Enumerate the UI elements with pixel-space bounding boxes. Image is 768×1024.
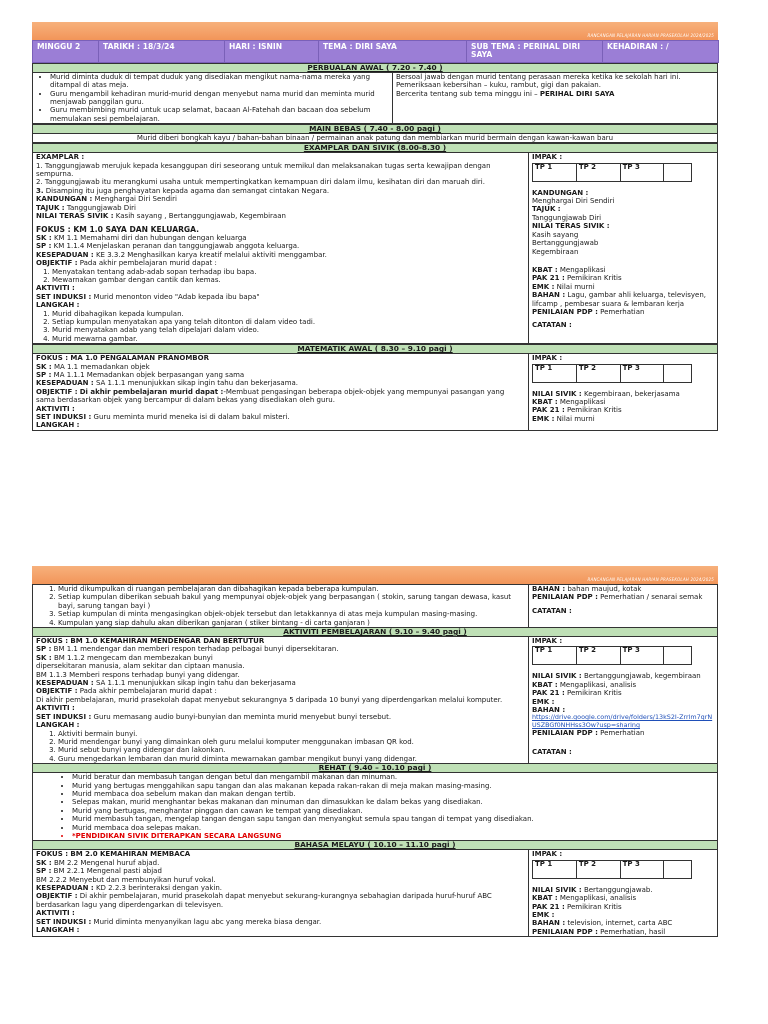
pdp-value: Pemerhatian [600, 307, 645, 316]
bm-aktiviti-label: AKTIVITI : [36, 909, 75, 918]
akt-objektif-text: Di akhir pembelajaran, murid prasekolah dapat menyebut sekurangnya 5 daripada 10 bunyi yang diperdengarkan melalui komputer. [36, 695, 503, 704]
akt-sk-label: SK : [36, 653, 52, 662]
bm-right [529, 850, 718, 937]
akt-catatan: CATATAN : [532, 747, 572, 756]
bm-set-line [36, 918, 525, 926]
kandungan-line [36, 195, 525, 203]
cont-bahan-value: bahan maujud, kotak [567, 585, 642, 593]
bm-pdp-value: Pemerhatian, hasil [600, 927, 666, 936]
akt-pdp-value: Pemerhatian [600, 729, 645, 738]
bm-emk-label: EMK : [532, 911, 555, 919]
sk-line [36, 234, 525, 242]
matematik-title: MATEMATIK AWAL ( 8.30 – 9.10 pagi ) [33, 345, 718, 354]
mat-fokus: FOKUS : MA 1.0 PENGALAMAN PRANOMBOR [36, 354, 209, 363]
objektif-value: Pada akhir pembelajaran murid dapat : [79, 259, 217, 268]
date-cell: TARIKH : 18/3/24 [99, 41, 225, 63]
tp-3: TP 3 [621, 861, 665, 878]
bm-sp-line [36, 867, 525, 875]
main-bebas-table [32, 124, 718, 143]
mat-set-label: SET INDUKSI : [36, 413, 92, 422]
rph-page-1 [32, 22, 718, 431]
akt-sp-line [36, 645, 525, 653]
pak-label: PAK 21 : [532, 274, 565, 283]
bahan-value: Lagu, gambar ahli keluarga, televisyen, lifcamp , pembesar suara & lembaran kerja [532, 291, 706, 308]
kesepaduan-line [36, 251, 525, 259]
tp-2: TP 2 [577, 861, 621, 878]
page-header-bar [32, 22, 718, 40]
cont-right [529, 585, 718, 628]
akt-set-line [36, 713, 525, 721]
akt-sp-label: SP : [36, 645, 52, 654]
akt-pak-label: PAK 21 : [532, 689, 565, 698]
akt-sk-value: BM 1.1.2 mengecam dan membezakan bunyi [53, 653, 213, 662]
r-nilai-2: Bertanggungjawab [532, 239, 599, 248]
list-item: • Murid yang bertugas, menghantar pinggan dan cawan ke tempat yang disediakan. [72, 807, 714, 815]
kbat-value: Mengaplikasi [559, 265, 606, 274]
page-header-text: RANCANGAN PELAJARAN HARIAN PRASEKOLAH 2024/2025 [587, 577, 714, 582]
exemplar-p3-num: 3. [36, 186, 44, 195]
exemplar-p3 [36, 187, 525, 195]
akt-fokus: FOKUS : BM 1.0 KEMAHIRAN MENDENGAR DAN BERTUTUR [36, 637, 265, 646]
cont-bahan-line [532, 585, 714, 593]
akt-pdp-label: PENILAIAN PDP : [532, 729, 598, 738]
emk-value: Nilai murni [556, 282, 595, 291]
akt-objektif-value: Pada akhir pembelajaran murid dapat : [79, 687, 217, 696]
main-bebas-text: Murid diberi bongkah kayu / bahan-bahan binaan / permainan anak patung dan membiarkan murid bermain dengan kawan-kawan baru [33, 134, 718, 143]
continuation-table [32, 584, 718, 937]
akt-pak-value: Pemikiran Kritis [566, 689, 622, 698]
akt-bahan-label: BAHAN : [532, 706, 566, 715]
mat-objektif-bold: Di akhir pembelajaran murid dapat : [79, 387, 224, 396]
mat-kesepaduan-label: KESEPADUAN : [36, 379, 94, 388]
bm-langkah-label: LANGKAH : [36, 926, 80, 935]
subtheme-cell: SUB TEMA : PERIHAL DIRI SAYA [467, 41, 603, 63]
tp-1: TP 1 [533, 647, 577, 664]
sp-line [36, 242, 525, 250]
akt-kbat-line [532, 681, 714, 689]
exemplar-title: EXAMPLAR DAN SIVIK (8.00-8.30 ) [33, 144, 718, 153]
akt-sk-cont: dipersekitaran manusia, alam sekitar dan ciptaan manusia. [36, 662, 245, 671]
aktiviti-right [529, 637, 718, 764]
bahan-line [532, 291, 714, 308]
akt-aktiviti-label: AKTIVITI : [36, 704, 75, 713]
bm-pdp-line [532, 928, 714, 936]
mat-sp-line [36, 371, 525, 379]
week-info-table [32, 40, 719, 63]
bm-impak-label: IMPAK : [532, 850, 563, 859]
week-cell: MINGGU 2 [33, 41, 99, 63]
tp-2: TP 2 [577, 365, 621, 382]
pdp-line [532, 308, 714, 316]
bm-sp-value: BM 2.2.1 Mengenal pasti abjad [53, 867, 162, 876]
kbat-line [532, 266, 714, 274]
exemplar-table [32, 143, 718, 344]
akt-nilai-line [532, 672, 714, 680]
bm-kesepaduan-line [36, 884, 525, 892]
aktiviti-left [33, 637, 529, 764]
mat-aktiviti-label: AKTIVITI : [36, 404, 75, 413]
pak-line [532, 274, 714, 282]
mat-pak-label: PAK 21 : [532, 406, 565, 415]
akt-bm113: BM 1.1.3 Memberi respons terhadap bunyi yang didengar. [36, 670, 240, 679]
akt-sp-value: BM 1.1 mendengar dan memberi respon terhadap pelbagai bunyi dipersekitaran. [53, 645, 339, 654]
exemplar-p2: 2. Tanggungjawab itu merangkumi usaha untuk mempertingkatkan kemampuan diri dalam ilmu, kesihatan diri dan maruah diri. [36, 178, 485, 187]
bm-bahan-label: BAHAN : [532, 919, 566, 928]
bm-objektif-value: Di akhir pembelajaran, murid prasekolah dapat menyebut sekurang-kurangnya sebahagian daripada huruf-huruf ABC berdasarkan lagu yang diperdengarkan di televisyen. [36, 892, 492, 909]
akt-kbat-value: Mengaplikasi, analisis [559, 680, 637, 689]
catatan-label: CATATAN : [532, 321, 572, 330]
list-item: 1. Menyatakan tentang adab-adab sopan terhadap ibu bapa. [52, 268, 525, 276]
kandungan-value: Menghargai Diri Sendiri [94, 195, 177, 204]
akt-kesepaduan-value: SA 1.1.1 menunjukkan sikap ingin tahu dan bekerjasama [95, 679, 296, 688]
bm-nilai-label: NILAI SIVIK : [532, 885, 582, 894]
tp-3: TP 3 [621, 647, 665, 664]
tp-1: TP 1 [533, 365, 577, 382]
day-cell: HARI : ISNIN [225, 41, 319, 63]
list-item: • Murid yang bertugas menggahikan sapu tangan dan alas makanan kepada rakan-rakan di meja makan masing-masing. [72, 782, 714, 790]
mat-sk-line [36, 363, 525, 371]
page-header-text: RANCANGAN PELAJARAN HARIAN PRASEKOLAH 2024/2025 [587, 33, 714, 38]
mat-kesepaduan-line [36, 379, 525, 387]
list-item: 1. Aktiviti bermain bunyi. [58, 730, 525, 738]
akt-emk-label: EMK : [532, 697, 555, 706]
bm-kbat-line [532, 894, 714, 902]
bm-title: BAHASA MELAYU ( 10.10 – 11.10 pagi ) [33, 841, 718, 850]
impak-label: IMPAK : [532, 153, 563, 162]
emk-label: EMK : [532, 282, 555, 291]
cont-pdp-label: PENILAIAN PDP : [532, 593, 598, 602]
tp-2: TP 2 [577, 164, 621, 181]
nilai-line [36, 212, 525, 220]
mat-objektif-line [36, 388, 525, 405]
bm-set-label: SET INDUKSI : [36, 917, 92, 926]
bm-sk-value: BM 2.2 Mengenal huruf abjad. [53, 858, 160, 867]
sk-label: SK : [36, 233, 52, 242]
cont-pdp-line [532, 593, 714, 601]
tp-2: TP 2 [577, 647, 621, 664]
mat-kesepaduan-value: SA 1.1.1 menunjukkan sikap ingin tahu dan bekerjasama. [95, 379, 299, 388]
bm-sk-line [36, 859, 525, 867]
bm-left [33, 850, 529, 937]
emk-line [532, 283, 714, 291]
perbualan-title: PERBUALAN AWAL ( 7.20 - 7.40 ) [33, 63, 718, 72]
mat-pak-line [532, 406, 714, 414]
tp-box [532, 646, 692, 665]
bm-kesepaduan-value: KD 2.2.3 berinteraksi dengan yakin. [95, 884, 222, 892]
perbualan-right-3-text: Bercerita tentang sub tema minggu ini – [396, 89, 538, 98]
bm-objektif-line [36, 892, 525, 909]
bm-nilai-line [532, 886, 714, 894]
bm-pak-value: Pemikiran Kritis [566, 902, 622, 911]
mat-objektif-label: OBJEKTIF : [36, 387, 78, 396]
cont-catatan: CATATAN : [532, 606, 572, 615]
page-header-bar [32, 566, 718, 584]
rehat-title: REHAT ( 9.40 – 10.10 pagi ) [33, 764, 718, 773]
mat-sk-value: MA 1.1 memadankan objek [53, 362, 150, 371]
rph-page-2 [32, 566, 718, 937]
attendance-cell: KEHADIRAN : / [603, 41, 719, 63]
list-item: 2. Setiap kumpulan menyatakan apa yang telah ditonton di dalam video tadi. [52, 318, 525, 326]
tp-box [532, 860, 692, 879]
bm-kbat-label: KBAT : [532, 894, 558, 903]
r-tajuk-label: TAJUK : [532, 205, 561, 214]
mat-objektif-value: -Membuat pengasingan beberapa objek-objek yang mempunyai pasangan yang sama berdasarkan objek yang bercampur di dalam bekas yang disediakan oleh guru. [36, 387, 505, 405]
list-item: • Murid membaca doa selepas makan. [72, 824, 714, 832]
tajuk-line [36, 204, 525, 212]
list-item: • Murid beratur dan membasuh tangan dengan betul dan mengambil makanan dan minuman. [72, 773, 714, 781]
akt-impak-label: IMPAK : [532, 637, 563, 646]
mat-emk-label: EMK : [532, 414, 555, 423]
tp-box [532, 364, 692, 383]
mat-kbat-line [532, 398, 714, 406]
kandungan-label: KANDUNGAN : [36, 195, 93, 204]
bm-fokus: FOKUS : BM 2.0 KEMAHIRAN MEMBACA [36, 850, 191, 859]
nilai-label: NILAI TERAS SIVIK : [36, 212, 114, 221]
mat-sp-value: MA 1.1.1 Memadankan objek berpasangan yang sama [53, 371, 245, 379]
set-induksi-line [36, 293, 525, 301]
mat-set-value: Guru meminta murid meneka isi di dalam bakul misteri. [93, 413, 290, 422]
akt-objektif-line [36, 687, 525, 695]
cont-bahan-label: BAHAN : [532, 585, 566, 593]
perbualan-right-3 [396, 90, 714, 98]
nilai-value: Kasih sayang , Bertanggungjawab, Kegembiraan [115, 212, 286, 221]
mat-emk-line [532, 415, 714, 423]
akt-pak-line [532, 689, 714, 697]
bm-pak-label: PAK 21 : [532, 902, 565, 911]
langkah-label: LANGKAH : [36, 301, 80, 310]
bm-objektif-label: OBJEKTIF : [36, 892, 78, 901]
list-item: 3. Murid sebut bunyi yang didengar dan lakonkan. [58, 746, 525, 754]
set-induksi-label: SET INDUKSI : [36, 292, 92, 301]
akt-nilai-value: Bertanggungjawab, kegembiraan [583, 672, 701, 681]
matematik-table [32, 344, 718, 431]
exemplar-right [529, 153, 718, 344]
exemplar-p1: 1. Tanggungjawab merujuk kepada kesanggupan diri seseorang untuk memikul dan melaksanakan tugas serta kewajipan dengan sempurna. [36, 161, 491, 179]
list-item: • Guru mengambil kehadiran murid-murid dengan menyebut nama murid dan meminta murid menjawab panggilan guru. [50, 90, 389, 107]
list-item: 1. Murid dibahagikan kepada kumpulan. [52, 310, 525, 318]
r-nilai-1: Kasih sayang [532, 230, 579, 239]
list-item: 1. Murid dikumpulkan di ruangan pembelajaran dan dibahagikan kepada beberapa kumpulan. [58, 585, 525, 593]
tp-box [532, 163, 692, 182]
mat-nilai-line [532, 390, 714, 398]
bm-pdp-label: PENILAIAN PDP : [532, 927, 598, 936]
tp-1: TP 1 [533, 861, 577, 878]
mat-nilai-value: Kegembiraan, bekerjasama [583, 389, 680, 398]
exemplar-heading: EXAMPLAR : [36, 153, 85, 162]
pak-value: Pemikiran Kritis [566, 274, 622, 283]
exemplar-p3-text: Disamping itu juga penghayatan kepada agama dan semangat cintakan Negara. [45, 186, 330, 195]
fokus-line: FOKUS : KM 1.0 SAYA DAN KELUARGA. [36, 224, 200, 234]
akt-kesepaduan-line [36, 679, 525, 687]
r-kandungan-value: Menghargai Diri Sendiri [532, 197, 615, 206]
sivik-note: • *PENDIDIKAN SIVIK DITERAPKAN SECARA LANGSUNG [72, 832, 714, 840]
akt-kbat-label: KBAT : [532, 680, 558, 689]
cont-pdp-value: Pemerhatian / senarai semak [600, 593, 703, 602]
mat-kbat-label: KBAT : [532, 398, 558, 406]
list-item: 4. Kumpulan yang siap dahulu akan diberikan ganjaran ( stiker bintang - di carta ganjaran ) [58, 619, 525, 627]
list-item: • Murid membasuh tangan, mengelap tangan dengan sapu tangan dan menyangkut semula spau tangan di tempat yang disediakan. [72, 815, 714, 823]
objektif-label: OBJEKTIF : [36, 259, 78, 268]
bm-sk-label: SK : [36, 858, 52, 867]
r-nilai-3: Kegembiraan [532, 247, 579, 256]
bm-sp-label: SP : [36, 867, 52, 876]
mat-set-line [36, 413, 525, 421]
perbualan-right-1: Bersoal jawab dengan murid tentang perasaan mereka ketika ke sekolah hari ini. [396, 72, 681, 81]
perbualan-left [33, 72, 393, 123]
list-item: • Guru membimbing murid untuk ucap selamat, bacaan Al-Fatehah dan bacaan doa sebelum memulakan sesi pembelajaran. [50, 106, 389, 123]
akt-pdp-line [532, 729, 714, 737]
theme-cell: TEMA : DIRI SAYA [319, 41, 467, 63]
akt-objektif-label: OBJEKTIF : [36, 687, 78, 696]
list-item: 4. Murid mewarna gambar. [52, 335, 525, 343]
pdp-label: PENILAIAN PDP : [532, 307, 598, 316]
perbualan-right-3-bold: PERIHAL DIRI SAYA [539, 89, 615, 98]
akt-sk-line [36, 654, 525, 662]
mat-impak-label: IMPAK : [532, 354, 563, 363]
list-item: 2. Setiap kumpulan diberikan sebuah bakul yang mempunyai objek-objek yang berpasangan ( stokin, sarung tangan dewasa, kasut bayi, sarung tangan bayi ) [58, 593, 525, 610]
list-item: 2. Murid mendengar bunyi yang dimainkan oleh guru melalui komputer menggunakan imbasan QR kod. [58, 738, 525, 746]
bm-kesepaduan-label: KESEPADUAN : [36, 884, 94, 892]
mat-pak-value: Pemikiran Kritis [566, 406, 622, 415]
matematik-right [529, 354, 718, 431]
bm-pak-line [532, 903, 714, 911]
mat-nilai-label: NILAI SIVIK : [532, 389, 582, 398]
mat-kbat-value: Mengaplikasi [559, 398, 606, 406]
list-item: 3. Murid menyatakan adab yang telah dipelajari dalam video. [52, 326, 525, 334]
bm-kbat-value: Mengaplikasi, analisis [559, 894, 637, 903]
bahan-label: BAHAN : [532, 291, 566, 300]
list-item: • Murid membaca doa sebelum makan dan makan dengan tertib. [72, 790, 714, 798]
main-bebas-title: MAIN BEBAS ( 7.40 - 8.00 pagi ) [33, 125, 718, 134]
perbualan-right [393, 72, 718, 123]
objektif-line [36, 259, 525, 267]
akt-set-label: SET INDUKSI : [36, 712, 92, 721]
list-item: • Murid diminta duduk di tempat duduk yang disediakan mengikut nama-nama mereka yang ditampal di atas meja. [50, 73, 389, 90]
r-kandungan-label: KANDUNGAN : [532, 188, 589, 197]
rehat-body [33, 773, 718, 841]
r-tajuk-value: Tanggungjawab Diri [532, 213, 602, 222]
aktiviti-title: AKTIVITI PEMBELAJARAN ( 9.10 – 9.40 pagi ) [33, 628, 718, 637]
akt-set-value: Guru memasang audio bunyi-bunyian dan meminta murid menyebut bunyi tersebut. [93, 712, 392, 721]
aktiviti-label: AKTIVITI : [36, 284, 75, 293]
exemplar-left [33, 153, 529, 344]
list-item: 3. Setiap kumpulan di minta mengasingkan objek-objek tersebut dan letakkannya di atas meja kumpulan masing-masing. [58, 610, 525, 618]
perbualan-right-2: Pemeriksaan kebersihan – kuku, rambut, gigi dan pakaian. [396, 81, 601, 90]
cont-left [33, 585, 529, 628]
tajuk-value: Tanggungjawab Diri [66, 203, 136, 212]
bm-nilai-value: Bertanggungjawab. [583, 885, 653, 894]
kbat-label: KBAT : [532, 265, 558, 274]
bm-bahan-value: television, internet, carta ABC [567, 919, 673, 928]
tajuk-label: TAJUK : [36, 203, 65, 212]
mat-emk-value: Nilai murni [556, 414, 595, 423]
kesepaduan-value: KE 3.3.2 Menghasilkan karya kreatif melalui aktiviti menggambar. [95, 250, 327, 259]
tp-3: TP 3 [621, 365, 665, 382]
list-item: • Selepas makan, murid menghantar bekas makanan dan minuman dan dimasukkan ke dalam bekas yang disediakan. [72, 798, 714, 806]
list-item: 2. Mewarnakan gambar dengan cantik dan kemas. [52, 276, 525, 284]
mat-langkah-label: LANGKAH : [36, 421, 80, 430]
sp-value: KM 1.1.4 Menjelaskan peranan dan tanggungjawab anggota keluarga. [53, 242, 300, 251]
bm-222: BM 2.2.2 Menyebut dan membunyikan huruf vokal. [36, 875, 216, 884]
sp-label: SP : [36, 242, 52, 251]
r-nilai-label: NILAI TERAS SIVIK : [532, 222, 610, 231]
perbualan-table [32, 63, 718, 124]
sk-value: KM 1.1 Memahami diri dan hubungan dengan keluarga [53, 233, 247, 242]
tp-3: TP 3 [621, 164, 665, 181]
bm-bahan-line [532, 919, 714, 927]
drive-link[interactable]: https://drive.google.com/drive/folders/13kS2I-Zrrlm7qrNUSZBGf0NHHss3Ow?usp=sharing [532, 713, 713, 729]
akt-langkah-label: LANGKAH : [36, 721, 80, 730]
kesepaduan-label: KESEPADUAN : [36, 250, 94, 259]
set-induksi-value: Murid menonton video "Adab kepada ibu bapa" [93, 292, 260, 301]
akt-kesepaduan-label: KESEPADUAN : [36, 679, 94, 688]
mat-sk-label: SK : [36, 362, 52, 371]
matematik-left [33, 354, 529, 431]
tp-1: TP 1 [533, 164, 577, 181]
mat-sp-label: SP : [36, 371, 52, 379]
bm-set-value: Murid diminta menyanyikan lagu abc yang mereka biasa dengar. [93, 917, 322, 926]
akt-nilai-label: NILAI SIVIK : [532, 672, 582, 681]
list-item: 4. Guru mengedarkan lembaran dan murid diminta mewarnakan gambar mengikut bunyi yang didengar. [58, 755, 525, 763]
